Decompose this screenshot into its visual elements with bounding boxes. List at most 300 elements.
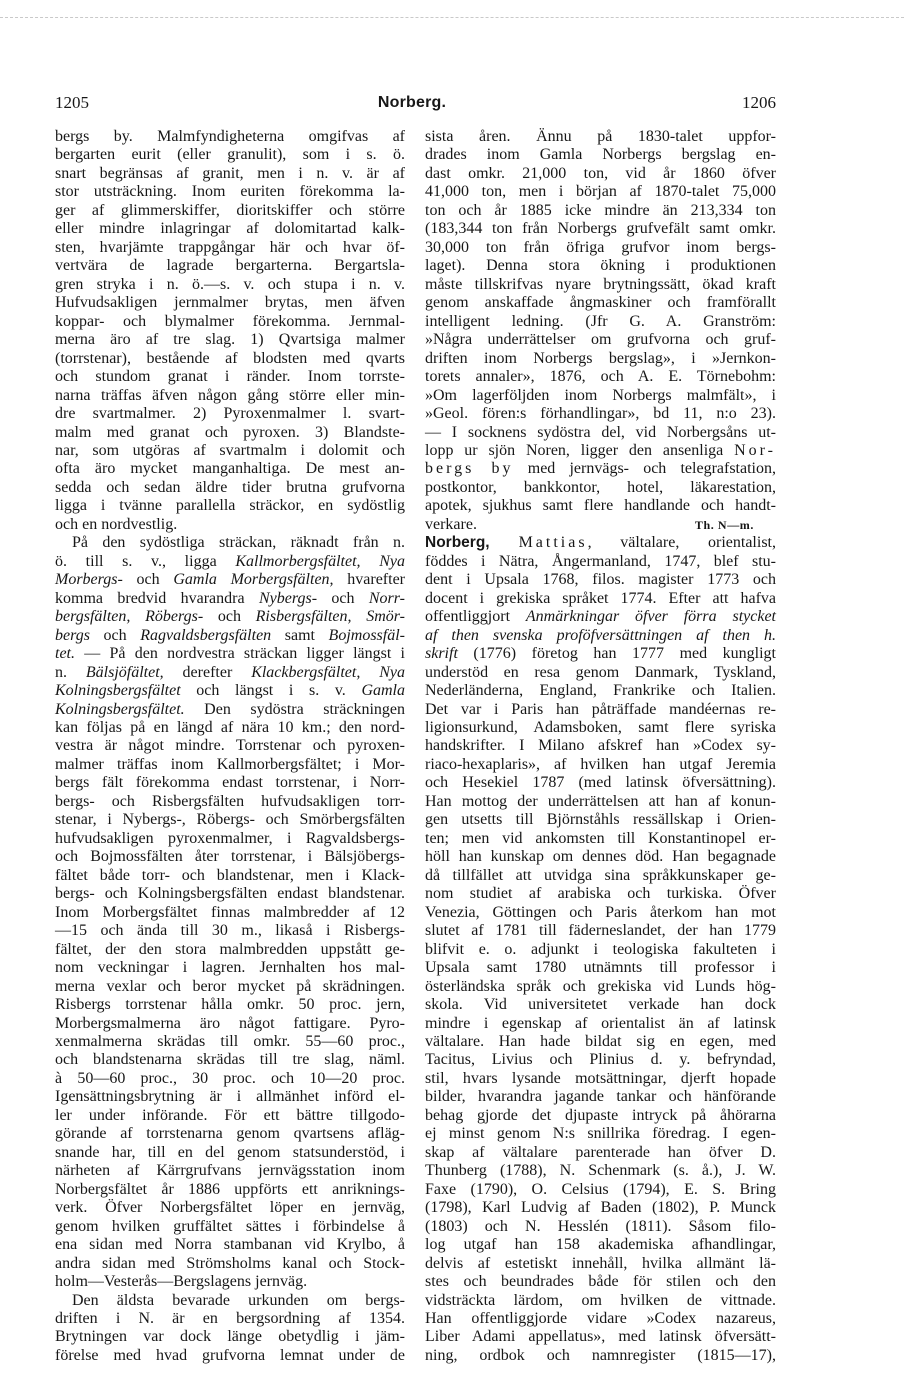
text-line <box>425 701 776 719</box>
line-text: vertvära de lagrade bergarterna. Bergartsla- <box>55 257 405 275</box>
spaced-run: Mattias <box>518 534 588 552</box>
text-line <box>425 479 776 497</box>
line-text <box>55 664 405 681</box>
line-text: ton och år 1885 icke mindre än 213,334 ton <box>425 201 776 219</box>
page-number-left: 1205 <box>55 93 89 112</box>
running-head-title: Norberg. <box>377 94 447 111</box>
text-line <box>425 848 776 866</box>
line-text <box>55 571 405 588</box>
text-line <box>55 442 405 460</box>
text-line <box>55 1328 405 1346</box>
text-line <box>55 276 405 294</box>
text-line <box>425 1310 776 1328</box>
text-run: offentliggjort <box>425 608 526 626</box>
text-line <box>425 1107 776 1125</box>
line-text: skola. Vid universitetet verkade han dock <box>425 996 776 1014</box>
text-line <box>425 128 776 146</box>
italic-run: af then svenska proföfversättningen af then h. <box>425 626 776 644</box>
text-line <box>425 1088 776 1106</box>
text-line <box>55 146 405 164</box>
text-line <box>55 608 405 626</box>
text-line <box>425 1255 776 1273</box>
text-line <box>425 202 776 220</box>
line-text: bilder, hvarandra jagande tankar och hänförande <box>425 1088 776 1106</box>
text-line <box>425 516 776 534</box>
text-line <box>425 1181 776 1199</box>
line-text: holm—Vesterås—Bergslagens jernväg. <box>55 1273 308 1291</box>
line-text: sten, hvarjämte trappgångar här och hvar öf- <box>55 238 405 256</box>
text-line <box>55 1015 405 1033</box>
line-text: log utgaf han 158 akademiska afhandlingar, <box>425 1236 776 1254</box>
text-line <box>425 978 776 996</box>
line-text: Upsala samt 1780 utnämnts till professor i <box>425 959 776 977</box>
paragraph <box>55 1292 405 1366</box>
line-text: och blandstenarna skrädas till tre slag, näml. <box>55 1051 405 1069</box>
line-text: Venezia, Göttingen och Paris återkom han mot <box>425 903 776 921</box>
line-text: behag gjorde det djupaste intryck på åhörarna <box>425 1106 776 1124</box>
line-text: ej minst genom N:s snillrika föredrag. I egen- <box>425 1125 776 1143</box>
text-line <box>425 959 776 977</box>
line-text: snart begränsas af granit, men i n. v. är af <box>55 164 405 182</box>
line-text: På den sydöstliga sträckan, räknadt från n. <box>72 534 405 552</box>
text-line <box>55 867 405 885</box>
line-text <box>55 553 405 570</box>
text-line <box>55 1144 405 1162</box>
text-line <box>55 165 405 183</box>
italic-run: Gamla <box>361 682 405 700</box>
line-text: ena sidan med Norra stambanan vid Krylbo, å <box>55 1236 405 1254</box>
line-text: gren stryka i n. ö.—s. v. och stupa i n. v. <box>55 275 405 293</box>
line-text: driften inom Norbergs bergslag», i »Jernkon- <box>425 349 776 367</box>
text-run: och längst i s. v. <box>180 682 362 700</box>
line-text: narna träffas äfven någon gång större eller min- <box>55 386 405 404</box>
line-text: (1798), Karl Ludvig af Baden (1802), P. Munck <box>425 1199 776 1217</box>
line-text: malmer träffas inom Kallmorbergsfältet; i Mor- <box>55 755 405 773</box>
line-text: laget). Denna stora ökning i produktionen <box>425 257 776 275</box>
text-line <box>425 1218 776 1236</box>
text-run: komma bredvid hvarandra <box>55 589 259 607</box>
text-line <box>55 553 405 571</box>
line-text: verk. Öfver Norbergsfältet löper en jernväg, <box>55 1199 405 1217</box>
text-line <box>425 608 776 626</box>
line-text: hufvudsakligen pyroxenmalmer, i Ragvaldsbergs- <box>55 829 405 847</box>
text-run: verkare. <box>425 515 477 533</box>
line-text: Thunberg (1788), N. Schenmark (s. å.), J. W. <box>425 1162 776 1180</box>
line-text: (183,344 ton från Norbergs grufvefält samt omkr. <box>425 220 776 238</box>
italic-run: bergs <box>55 626 90 644</box>
line-text: — I socknens sydöstra del, vid Norbergsåns ut- <box>425 423 776 441</box>
line-text: postkontor, bankkontor, hotel, läkarestation, <box>425 478 776 496</box>
text-line <box>55 1310 405 1328</box>
text-line <box>55 424 405 442</box>
text-line <box>55 183 405 201</box>
italic-run: skrift <box>425 645 458 663</box>
text-run: n. <box>55 663 86 681</box>
text-line <box>425 996 776 1014</box>
italic-run: Nybergs- <box>258 589 318 607</box>
line-text: gen utsetts till Björnståhls ressällskap i Orien- <box>425 811 776 829</box>
text-line <box>55 1218 405 1236</box>
text-line <box>425 830 776 848</box>
text-line <box>425 1162 776 1180</box>
line-text: Brytningen var dock länge obetydlig i jäm- <box>55 1328 405 1346</box>
line-text: »Några underrättelser om grufvorna och gruf- <box>425 331 776 349</box>
line-text <box>425 627 776 644</box>
text-line <box>425 941 776 959</box>
text-line <box>55 719 405 737</box>
text-line <box>55 1181 405 1199</box>
text-line <box>425 774 776 792</box>
italic-run: tet. <box>55 645 75 663</box>
paragraph <box>425 128 776 534</box>
line-text: bergarten eurit (eller granulit), som i s. ö. <box>55 146 405 164</box>
line-text: Morbergsmalmerna äro något fattigare. Pyro- <box>55 1014 405 1032</box>
line-text: handskrifter. I Milano afskref han »Codex sy- <box>425 737 776 755</box>
line-text: dast omkr. 21,000 ton, vid år 1860 öfver <box>425 164 776 182</box>
text-run: derefter <box>163 663 252 681</box>
line-text: Han mottog der underrättelsen att han af konun- <box>425 792 776 810</box>
line-text: ger af glimmerskiffer, dioritskiffer och större <box>55 201 405 219</box>
line-text: dre svartmalmer. 2) Pyroxenmalmer l. svart- <box>55 405 405 423</box>
line-text: (1803) och N. Hesslén (1811). Såsom filo- <box>425 1217 776 1235</box>
text-run: samt <box>271 626 329 644</box>
text-line <box>425 424 776 442</box>
italic-run: Morbergs- <box>55 571 123 589</box>
text-line <box>425 1199 776 1217</box>
text-line <box>55 1255 405 1273</box>
text-line <box>55 756 405 774</box>
text-line <box>425 183 776 201</box>
line-text: genom anskaffade ångmaskiner och framförallt <box>425 294 776 312</box>
text-line <box>55 220 405 238</box>
text-line <box>55 1125 405 1143</box>
line-text: understöd en resa genom Danmark, Tyskland, <box>425 663 776 681</box>
text-run: hvarefter <box>333 571 405 589</box>
line-text: mindre i egenskap af orientalist än af latinsk <box>425 1014 776 1032</box>
line-text: Han offentliggjorde vidare »Codex nazareus, <box>425 1310 776 1327</box>
text-line <box>425 885 776 903</box>
line-text: eller mindre inlagringar af dolomitartad kalk- <box>55 220 405 238</box>
line-text: koppar- och blymalmer förekomma. Jernmal- <box>55 312 405 330</box>
text-line <box>55 239 405 257</box>
line-text: snande har, till en del genom statsunderstöd, i <box>55 1143 405 1161</box>
italic-run: Klackbergsfältet, Nya <box>251 663 406 681</box>
text-line <box>425 257 776 275</box>
line-text: bergs- och Kolningsbergsfälten endast blandstenar. <box>55 885 405 903</box>
page-number-right: 1206 <box>742 93 776 112</box>
text-run: ö. till s. v., ligga <box>55 552 236 570</box>
line-text: stor utsträckning. Inom euriten förekomma la- <box>55 183 405 201</box>
line-text: slutet af 1781 till fäderneslandet, der han 1779 <box>425 922 776 940</box>
text-line <box>425 294 776 312</box>
text-line <box>425 1273 776 1291</box>
text-line <box>425 1033 776 1051</box>
italic-run: Gamla Morbergsfälten, <box>173 571 334 589</box>
line-text <box>425 645 776 662</box>
text-line <box>55 701 405 719</box>
line-text: förelse med hvad grufvorna lemnat under de <box>55 1346 405 1364</box>
line-text: (torrstenar), bestående af blodsten med qvarts <box>55 349 405 367</box>
line-text: och Hesekiel 1787 (med latinsk öfversättning). <box>425 774 776 792</box>
line-text: fältet, der den stora malmbredden uppstått ge- <box>55 940 405 958</box>
line-text: merna äro af tre slag. 1) Qvartsiga malmer <box>55 331 405 349</box>
line-text: torets annaler», 1876, och A. E. Törnebohm: <box>425 368 776 386</box>
line-text: 30,000 ton från öfriga grufvor inom bergs- <box>425 238 776 256</box>
text-line <box>425 534 776 552</box>
line-text: ofta äro mycket manganhaltiga. De mest an- <box>55 460 405 478</box>
line-text: driften i N. är en bergsordning af 1354. <box>55 1310 405 1327</box>
text-line <box>55 959 405 977</box>
text-line <box>55 774 405 792</box>
line-text: då tillfället att utvidga sina språkkunskaper ge- <box>425 866 776 884</box>
text-line <box>55 941 405 959</box>
text-run: och <box>203 608 256 626</box>
line-text: apotek, sjukhus samt flere handlande och handt- <box>425 497 776 515</box>
text-line <box>425 313 776 331</box>
italic-run: Kolningsbergsfältet <box>55 682 181 700</box>
scan-artifact-line <box>0 17 904 18</box>
italic-run: Bojmossfäl- <box>328 626 405 644</box>
text-run: med jernvägs- och telegrafstation, <box>513 460 776 478</box>
text-line <box>425 239 776 257</box>
text-run: (1776) företog han 1777 med kungligt <box>457 645 776 663</box>
text-line <box>55 128 405 146</box>
text-line <box>55 516 405 534</box>
text-line <box>425 220 776 238</box>
text-line <box>425 793 776 811</box>
text-line <box>425 276 776 294</box>
line-text <box>55 590 405 607</box>
line-text: à 50—60 proc., 30 proc. och 10—20 proc. <box>55 1069 405 1087</box>
text-line <box>55 922 405 940</box>
text-line <box>425 442 776 460</box>
line-text: blifvit e. o. adjunkt i teologiska fakulteten i <box>425 940 776 958</box>
line-text: dent i Upsala 1768, filos. magister 1773 och <box>425 571 776 589</box>
line-text: och en nordvestlig. <box>55 515 178 533</box>
line-text: ligga i tvänne parallella sträckor, en sydöstlig <box>55 497 405 515</box>
text-line <box>425 756 776 774</box>
text-line <box>425 1328 776 1346</box>
line-text: och stundom granat i ränder. Inom torrste- <box>55 368 405 386</box>
line-text <box>425 516 776 534</box>
line-text <box>55 645 405 662</box>
text-run: och <box>122 571 174 589</box>
line-text: Hufvudsakligen jernmalmer brytas, men äfven <box>55 294 405 312</box>
text-line <box>55 313 405 331</box>
line-text: föddes i Nätra, Ångermanland, 1747, blef stu- <box>425 552 776 570</box>
text-line <box>425 737 776 755</box>
text-line <box>55 368 405 386</box>
text-line <box>55 978 405 996</box>
italic-run: bergsfälten, Röbergs- <box>55 608 204 626</box>
text-line <box>425 146 776 164</box>
text-line <box>55 257 405 275</box>
spaced-run: bergs by <box>425 460 514 478</box>
italic-run: Norr- <box>368 589 406 607</box>
line-text: docent i grekiska språket 1774. Efter att hafva <box>425 589 776 607</box>
text-line <box>55 590 405 608</box>
line-text: »Om lagerföljden inom Norbergs malmfält», i <box>425 386 776 404</box>
text-line <box>425 571 776 589</box>
text-line <box>425 922 776 940</box>
text-line <box>55 387 405 405</box>
line-text <box>55 682 405 699</box>
line-text <box>55 608 405 625</box>
line-text: höll han kunskap om dennes död. Han begagnade <box>425 848 776 866</box>
line-text <box>55 627 405 644</box>
italic-run: Kolningsbergsfältet. <box>55 700 185 718</box>
line-text: Liber Adami appellatus», med latinsk öfversätt- <box>425 1328 776 1346</box>
text-run: Den sydöstra sträckningen <box>184 700 405 718</box>
text-run: , vältalare, orientalist, <box>587 534 776 552</box>
text-line <box>425 1070 776 1088</box>
italic-run: Anmärkningar öfver förra stycket <box>525 608 776 626</box>
line-text: kan följas på en längd af nära 10 km.; den nord- <box>55 719 405 736</box>
line-text: riaco-hexaplaris», af hvilken han utgaf Jeremia <box>425 755 776 773</box>
text-line <box>425 719 776 737</box>
line-text: delvis af estetiskt innehåll, hvilka allmänt lä- <box>425 1254 776 1272</box>
text-line <box>425 165 776 183</box>
line-text: skap af vältalare parenterade han öfver D. <box>425 1143 776 1161</box>
line-text: merna vexlar och beror mycket på skrädningen. <box>55 977 405 995</box>
text-line <box>55 627 405 645</box>
author-signature: Th. N—m. <box>694 517 754 532</box>
text-line <box>55 682 405 700</box>
line-text: stes och beundrades både för stilen och den <box>425 1273 776 1291</box>
text-line <box>55 1051 405 1069</box>
line-text: intelligent ledning. (Jfr G. A. Granström: <box>425 312 776 330</box>
text-line <box>425 645 776 663</box>
text-line <box>55 996 405 1014</box>
line-text: malm med granat och pyroxen. 3) Blandste- <box>55 423 405 441</box>
line-text: ten; men vid ankomsten till Konstantinopel er- <box>425 829 776 847</box>
text-line <box>55 1199 405 1217</box>
text-line <box>425 553 776 571</box>
line-text: nom studiet af arabiska och turkiska. Öfver <box>425 885 776 903</box>
line-text: Den äldsta bevarade urkunden om bergs- <box>72 1291 405 1309</box>
text-line <box>55 793 405 811</box>
text-line <box>55 202 405 220</box>
text-line <box>55 885 405 903</box>
text-line <box>425 331 776 349</box>
text-line <box>55 1070 405 1088</box>
text-line <box>55 1347 405 1365</box>
text-line <box>55 571 405 589</box>
text-line <box>55 294 405 312</box>
line-text: nom veckningar i lagren. Jernhalten hos mal- <box>55 959 405 977</box>
italic-run: Kallmorbergsfältet, Nya <box>235 552 405 570</box>
line-text <box>425 534 776 551</box>
text-line <box>425 1125 776 1143</box>
line-text: bergs- och Risbergsfälten hufvudsakligen torr- <box>55 792 405 810</box>
entry-headword: Norberg, <box>425 534 519 552</box>
line-text <box>425 608 776 625</box>
line-text <box>55 701 405 718</box>
text-line <box>55 497 405 515</box>
text-line <box>55 848 405 866</box>
italic-run: Risbergsfälten, Smör- <box>255 608 405 626</box>
text-line <box>425 1015 776 1033</box>
text-line <box>55 1273 405 1291</box>
line-text: 41,000 ton, men i början af 1870-talet 75,000 <box>425 183 776 201</box>
paragraph <box>425 534 776 1365</box>
text-line <box>425 682 776 700</box>
paragraph <box>55 534 405 1291</box>
text-line <box>425 350 776 368</box>
line-text: Faxe (1790), O. Celsius (1794), E. S. Bring <box>425 1180 776 1198</box>
line-text: österländska språk och grekiska vid Lunds hög- <box>425 977 776 995</box>
text-line <box>425 627 776 645</box>
text-line <box>55 534 405 552</box>
line-text: ligionsurkund, Adamsboken, samt flere syriska <box>425 719 776 736</box>
text-line <box>55 1088 405 1106</box>
text-line <box>425 405 776 423</box>
text-line <box>425 368 776 386</box>
line-text: ning, ordbok och namnregister (1815—17), <box>425 1346 776 1364</box>
line-text: vidsträckta lärdom, om hvilken de vittnade. <box>425 1291 776 1309</box>
line-text: genom hvilken gruffältet sättes i förbindelse å <box>55 1217 405 1235</box>
text-line <box>55 405 405 423</box>
line-text: Inom Morbergsfältet finnas malmbredder af 12 <box>55 903 405 921</box>
line-text <box>425 442 776 459</box>
text-line <box>425 590 776 608</box>
text-line <box>55 811 405 829</box>
line-text: sista åren. Ännu på 1830-talet uppfor- <box>425 128 776 145</box>
text-line <box>55 1033 405 1051</box>
line-text: ler under införande. För ett bättre tillgodo- <box>55 1106 405 1124</box>
text-line <box>55 1162 405 1180</box>
text-line <box>55 645 405 663</box>
text-line <box>55 904 405 922</box>
text-line <box>425 1292 776 1310</box>
italic-run: Ragvaldsbergsfälten <box>140 626 272 644</box>
line-text: stenar, i Nybergs-, Röbergs- och Smörbergsfälten <box>55 811 405 829</box>
text-line <box>55 664 405 682</box>
line-text: bergs by. Malmfyndigheterna omgifvas af <box>55 128 405 145</box>
line-text: Det var i Paris han påträffade mandéernas re- <box>425 700 776 718</box>
text-line <box>55 830 405 848</box>
text-line <box>425 904 776 922</box>
text-line <box>55 1236 405 1254</box>
text-line <box>425 867 776 885</box>
text-line <box>425 460 776 478</box>
text-line <box>425 1144 776 1162</box>
line-text: Igensättningsbrytning är i allmänhet införd el- <box>55 1088 405 1106</box>
line-text: Tacitus, Livius och Plinius d. y. befryndad, <box>425 1051 776 1069</box>
text-line <box>425 1051 776 1069</box>
line-text: nar, som utgöras af svartmalm i dolomit och <box>55 441 405 459</box>
line-text: vältalare. Han hade bildat sig en egen, med <box>425 1032 776 1050</box>
line-text: sedda och sedan äldre tider brutna grufvorna <box>55 478 405 496</box>
text-line <box>425 1236 776 1254</box>
line-text: Risbergs torrstenar hålla omkr. 50 proc. jern, <box>55 996 405 1014</box>
line-text: »Geol. fören:s förhandlingar», bd 11, n:o 23). <box>425 405 776 423</box>
line-text: närheten af Kärrgrufvans jernvägsstation inom <box>55 1162 405 1180</box>
spaced-run: Nor- <box>734 441 776 459</box>
line-text: och Bojmossfälten åter torrstenar, i Bälsjöbergs- <box>55 848 405 866</box>
text-line <box>55 479 405 497</box>
text-line <box>55 1107 405 1125</box>
line-text: görande af torrstenarna genom qvartsens afläg- <box>55 1125 405 1143</box>
text-line <box>55 331 405 349</box>
line-text: bergs fält förekomma endast torrstenar, i Norr- <box>55 774 405 792</box>
text-line <box>55 1292 405 1310</box>
text-line <box>55 350 405 368</box>
text-line <box>425 387 776 405</box>
line-text: Norbergsfältet år 1886 uppförts ett anriknings- <box>55 1180 405 1198</box>
text-line <box>425 497 776 515</box>
line-text: Nederländerna, England, Frankrike och Italien. <box>425 682 776 700</box>
